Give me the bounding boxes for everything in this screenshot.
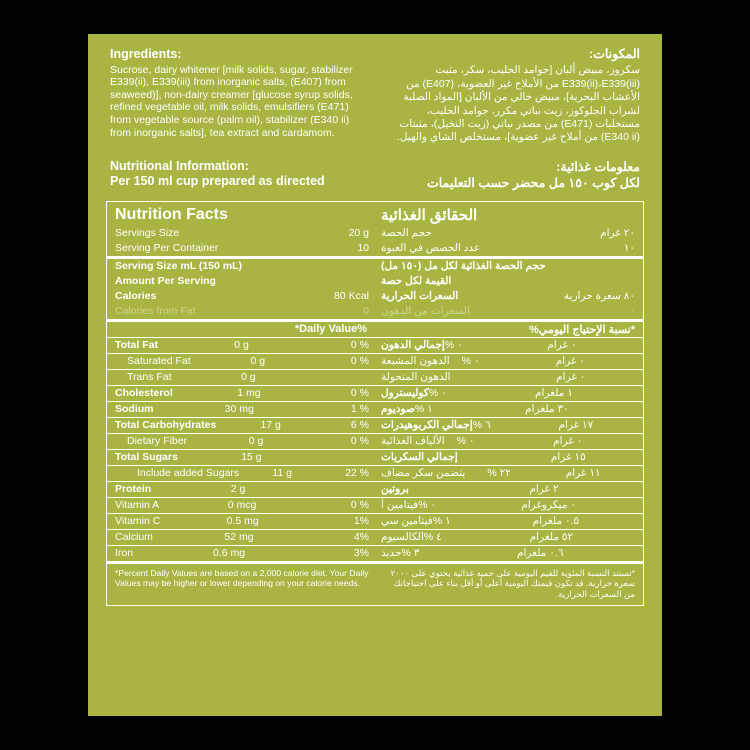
servings-per-container-label-en: Serving Per Container [115, 242, 219, 255]
nutrient-cell-ar [375, 530, 643, 545]
nutrient-label-en: Total Fat [115, 339, 158, 352]
servings-per-container-ar-cell [375, 241, 643, 256]
nutrient-dv-ar: ٠ % [428, 387, 447, 400]
nutrient-amount-en: 17 g [260, 419, 281, 432]
nutrient-dv-en: 0 % [350, 387, 369, 400]
nutrient-label-en: Saturated Fat [127, 355, 191, 368]
panel-title-en: Nutrition Facts [115, 205, 228, 223]
servings-size-row [107, 226, 643, 241]
serving-ml-ar: حجم الحصة الغذائية لكل مل (١٥٠ مل) [381, 260, 546, 273]
nutrient-cell-ar [375, 546, 643, 561]
nutrient-amount-ar: ٠ غرام [547, 339, 577, 352]
servings-per-container-value-en: 10 [357, 242, 369, 255]
nutrient-amount-ar: ٠ ميكروغرام [521, 499, 576, 512]
nutrient-values-en [239, 467, 369, 479]
nutrient-amount-ar: ١٥ غرام [550, 451, 586, 464]
nutrient-cell-en [107, 450, 375, 465]
nutrient-label-en: Include added Sugars [137, 467, 240, 480]
table-row [107, 513, 643, 529]
footnote-row [107, 561, 643, 605]
nutritional-information-heading [110, 159, 640, 191]
nutrient-dv-ar: ١ % [432, 515, 451, 528]
nutrient-label-ar: كوليسترول [381, 387, 429, 400]
nutrient-cell-en [107, 546, 375, 561]
nutrient-cell-ar [375, 338, 643, 353]
nutrient-dv-ar: ٤ % [423, 531, 442, 544]
calories-value-ar: ٨٠ سعرة حرارية [563, 290, 635, 303]
nutrient-amount-ar: ٣٠ ملغرام [525, 403, 569, 416]
nutrient-values-en [159, 499, 369, 511]
ingredients-arabic [390, 48, 640, 145]
label-top-section [88, 34, 662, 191]
nutrient-rows [107, 337, 643, 561]
nutrient-cell-ar [375, 370, 643, 385]
nutrient-values-ar [458, 451, 635, 463]
nutrient-dv-en: 4% [353, 531, 369, 544]
nutrient-amount-en: 0 g [234, 339, 249, 352]
nutrient-values-en [172, 371, 369, 383]
footnote-en: *Percent Daily Values are based on a 2,000 calorie diet. Your Daily Values may be higher or lower depending on your calorie needs. [115, 567, 369, 589]
table-row [107, 449, 643, 465]
nutrient-label-en: Total Carbohydrates [115, 419, 217, 432]
nutrient-amount-en: 2 g [230, 483, 246, 496]
nutrient-values-en [158, 339, 369, 351]
nutrient-cell-ar [375, 482, 643, 497]
serving-ml-en: Serving Size mL (150 mL) [115, 260, 243, 273]
nutrient-label-en: Vitamin A [115, 499, 160, 512]
nutrient-cell-en [107, 530, 375, 545]
calories-from-fat-ar-cell [375, 304, 643, 319]
nutrient-cell-ar [375, 450, 643, 465]
table-row [107, 369, 643, 385]
nutrient-cell-en [107, 370, 375, 385]
nutrient-label-ar: فيتامين أ [381, 499, 419, 512]
ingredients-title-ar: المكونات: [588, 47, 640, 61]
table-row [107, 481, 643, 497]
nutrient-label-en: Protein [115, 483, 152, 496]
nutrient-dv-ar: ٢٢ % [487, 467, 511, 480]
nutrient-dv-ar: ٠ % [444, 339, 463, 352]
nutrient-label-ar: الدهون المشبعة [381, 355, 450, 368]
table-row [107, 417, 643, 433]
calories-from-fat-en-cell [107, 304, 375, 319]
nutritional-information-en-line1: Nutritional Information: [110, 158, 249, 173]
servings-size-value-ar: ٢٠ غرام [600, 227, 635, 240]
nutrient-amount-ar: ٠ غرام [553, 435, 583, 448]
servings-size-label-ar: حجم الحصة [381, 227, 432, 240]
nutrient-label-ar: صوديوم [381, 403, 415, 416]
nutrient-label-ar: الألياف الغذائية [381, 435, 445, 448]
nutrient-amount-ar: ١ ملغرام [534, 387, 573, 400]
panel-title-ar: الحقائق الغذائية [381, 206, 478, 224]
nutrient-values-en [154, 403, 370, 415]
nutrient-dv-en: 6 % [350, 419, 369, 432]
nutrient-values-en [173, 387, 369, 399]
nutrient-amount-en: 30 mg [224, 403, 254, 416]
nutrient-cell-en [107, 338, 375, 353]
nutrient-cell-en [107, 466, 375, 481]
table-row [107, 337, 643, 353]
nutrient-amount-en: 0.5 mg [226, 515, 259, 528]
nutritional-information-ar-line2: لكل كوب ١٥٠ مل محضر حسب التعليمات [427, 175, 640, 190]
nutrient-dv-en: 22 % [345, 467, 369, 480]
nutrient-amount-en: 15 g [241, 451, 262, 464]
nutrient-label-en: Iron [115, 547, 134, 560]
nutrient-cell-ar [375, 434, 643, 449]
nutrient-cell-ar [375, 466, 643, 481]
calories-from-fat-label-ar: السعرات من الدهون [381, 305, 470, 318]
servings-size-en-cell [107, 226, 375, 241]
table-row [107, 545, 643, 561]
nutrient-amount-en: 11 g [272, 467, 292, 480]
nutrient-amount-ar: ٠ غرام [556, 371, 586, 384]
nutrient-dv-ar: ٦ % [472, 419, 491, 432]
nutrient-cell-en [107, 482, 375, 497]
calories-from-fat-value-en: 0 [363, 305, 369, 318]
nutrient-cell-ar [375, 402, 643, 417]
nutrient-amount-en: 0 g [240, 371, 256, 384]
nutrient-dv-ar: ٠ % [418, 499, 437, 512]
nutrient-cell-ar [375, 386, 643, 401]
nutrient-label-en: Calcium [115, 531, 153, 544]
nutrient-dv-en: 1% [353, 515, 369, 528]
nutrient-values-en [160, 515, 369, 527]
nutrient-dv-en: 0 % [350, 435, 369, 448]
amount-per-serving-en: Amount Per Serving [115, 275, 216, 288]
nutrient-label-en: Cholesterol [115, 387, 173, 400]
nutrient-label-en: Sodium [115, 403, 154, 416]
nutrient-amount-ar: ١١ غرام [565, 467, 601, 480]
nutrient-values-ar [457, 435, 635, 447]
table-row [107, 385, 643, 401]
nutrient-label-ar: يتضمن سكر مضاف [381, 467, 466, 480]
nutrient-cell-en [107, 514, 375, 529]
nutrient-amount-en: 0 g [250, 355, 266, 368]
amount-per-serving-row [107, 274, 643, 289]
nutrient-amount-ar: ١٧ غرام [558, 419, 594, 432]
calories-label-en: Calories [115, 290, 157, 303]
nutrient-amount-ar: ٠ غرام [555, 355, 585, 368]
calories-ar-cell [375, 289, 643, 304]
nutritional-information-ar-line1: معلومات غذائية: [556, 159, 640, 174]
nutrient-label-en: Total Sugars [115, 451, 178, 464]
nutrient-cell-en [107, 498, 375, 513]
table-row [107, 433, 643, 449]
nutrient-cell-en [107, 402, 375, 417]
calories-en-cell [107, 289, 375, 304]
daily-value-header-en: *Daily Value% [294, 323, 367, 336]
nutrient-amount-ar: ٢ غرام [529, 483, 559, 496]
nutrient-label-ar: إجمالي الكربوهيدرات [381, 419, 473, 432]
calories-from-fat-row [107, 304, 643, 319]
nutrient-values-ar [415, 403, 635, 415]
nutrient-amount-en: 0.6 mg [212, 547, 246, 560]
ingredients-title-en: Ingredients: [110, 47, 182, 61]
nutritional-information-en-line2: Per 150 ml cup prepared as directed [110, 174, 325, 189]
nutrient-cell-ar [375, 498, 643, 513]
nutrient-cell-en [107, 434, 375, 449]
nutrition-facts-panel [106, 201, 644, 606]
nutrient-values-ar [401, 547, 635, 559]
nutrient-values-ar [409, 483, 635, 495]
nutrient-dv-en: 0 % [350, 499, 369, 512]
nutrient-amount-ar: ٠.٦ ملغرام [516, 547, 564, 560]
nutrient-dv-ar: ١ % [414, 403, 433, 416]
nutrient-values-ar [473, 419, 635, 431]
nutrient-dv-en: 3% [353, 547, 369, 560]
nutrient-dv-ar: ٣ % [401, 547, 420, 560]
nutrient-amount-ar: ٠.٥ ملغرام [532, 515, 580, 528]
nutrient-label-ar: الكالسيوم [381, 531, 424, 544]
nutrient-label-ar: بروتين [381, 483, 409, 496]
calories-from-fat-value-ar: ٠ [629, 305, 635, 318]
nutrient-values-en [178, 451, 369, 463]
table-row [107, 497, 643, 513]
nutrient-values-en [151, 483, 369, 495]
nutrient-label-en: Dietary Fiber [127, 435, 188, 448]
calories-from-fat-label-en: Calories from Fat [115, 305, 196, 318]
nutrient-label-ar: فيتامين سي [381, 515, 433, 528]
footnote-ar: *تستند النسبة المئوية للقيم اليومية على حمية غذائية يحتوي على ٢٠٠٠ سعرة حرارية. قد تكون قيمتك اليومية أعلى أو أقل بناء على احتياجاتك من السعرات الحرارية. [390, 567, 635, 600]
nutrient-amount-en: 52 mg [224, 531, 254, 544]
nutrient-values-en [187, 435, 369, 447]
nutrient-values-en [191, 355, 369, 367]
nutrient-cell-en [107, 354, 375, 369]
nutrient-dv-ar: ٠ % [461, 355, 480, 368]
nutrient-dv-en: 0 % [350, 355, 369, 368]
servings-per-container-en-cell [107, 241, 375, 256]
servings-per-container-row [107, 241, 643, 256]
nutrient-dv-ar: ٠ % [456, 435, 475, 448]
nutrient-label-ar: إجمالي السكريات [381, 451, 458, 464]
servings-per-container-label-ar: عدد الحصص في العبوة [381, 242, 481, 255]
nutrient-dv-en: 1 % [350, 403, 369, 416]
nutrient-dv-en: 0 % [350, 339, 369, 352]
nutrient-values-en [153, 531, 369, 543]
daily-value-header-ar: *نسبة الإحتياج اليومي% [529, 323, 635, 336]
nutritional-information-en [110, 159, 387, 190]
ingredients-english [110, 48, 365, 139]
table-row [107, 529, 643, 545]
nutrient-cell-en [107, 418, 375, 433]
ingredients-body-en: Sucrose, dairy whitener [milk solids, sugar, stabilizer E339(ii), E339(iii) from inorganic salts, (E407) from seaweed)], non-dairy creamer [glucose syrup solids, refined vegetable oil, milk solids, emulsifiers (E471) from vegetable source (palm oil), stabilizer (E340 ii) from inorganic salts], tea extract and cardamom. [110, 63, 353, 139]
nutrient-values-ar [418, 499, 635, 511]
nutrient-values-ar [433, 515, 635, 527]
nutrient-cell-en [107, 386, 375, 401]
nutrient-label-en: Trans Fat [127, 371, 172, 384]
amount-per-serving-ar: القيمة لكل حصة [381, 275, 452, 288]
servings-per-container-value-ar: ١٠ [623, 242, 635, 255]
nutrient-cell-ar [375, 354, 643, 369]
nutrient-amount-ar: ٥٢ ملغرام [529, 531, 574, 544]
nutrient-label-en: Vitamin C [115, 515, 161, 528]
serving-ml-row [107, 256, 643, 274]
nutrient-values-ar [463, 371, 635, 383]
nutrient-label-ar: حديد [381, 547, 402, 560]
nutrient-cell-ar [375, 418, 643, 433]
calories-row [107, 289, 643, 304]
nutrition-label-panel [88, 34, 662, 716]
nutrient-cell-ar [375, 514, 643, 529]
calories-label-ar: السعرات الحرارية [381, 290, 459, 303]
nutrient-values-ar [424, 531, 635, 543]
ingredients-section [110, 48, 640, 145]
nutrient-values-ar [487, 467, 635, 479]
nutrient-label-ar: إجمالي الدهون [381, 339, 445, 352]
nutrient-values-en [216, 419, 369, 431]
servings-size-ar-cell [375, 226, 643, 241]
table-row [107, 465, 643, 481]
servings-size-value-en: 20 g [348, 227, 369, 240]
nutrient-values-ar [429, 387, 635, 399]
servings-size-label-en: Servings Size [115, 227, 180, 240]
daily-value-header-row [107, 319, 643, 337]
nutrient-values-en [133, 547, 369, 559]
ingredients-body-ar: سكروز، مبيض ألبان [جوامد الحليب، سكر، مثبت E339(ii)،E339(iii) من الأملاح غير العضوية، (E407) من الأعشاب البحرية]، مبيض خالي من الألبان [المواد الصلبة لشراب الجلوكوز، زيت نباتي مكرر، جوامد الحليب، مستحلبات (E471) من مصدر نباتي (زيت النخيل)، مثبتات (E340 ii) من أملاح غير عضوية]، مستخلص الشاي والهيل. [396, 64, 640, 144]
table-row [107, 401, 643, 417]
panel-title-row [107, 202, 643, 226]
nutrient-amount-en: 1 mg [237, 387, 261, 400]
nutrient-values-ar [462, 355, 635, 367]
nutrient-amount-en: 0 mcg [227, 499, 257, 512]
nutrient-label-ar: الدهون المتحولة [381, 371, 451, 384]
nutrient-values-ar [445, 339, 635, 351]
nutrient-amount-en: 0 g [248, 435, 264, 448]
calories-value-en: 80 Kcal [333, 290, 369, 303]
table-row [107, 353, 643, 369]
nutritional-information-ar [387, 159, 640, 191]
